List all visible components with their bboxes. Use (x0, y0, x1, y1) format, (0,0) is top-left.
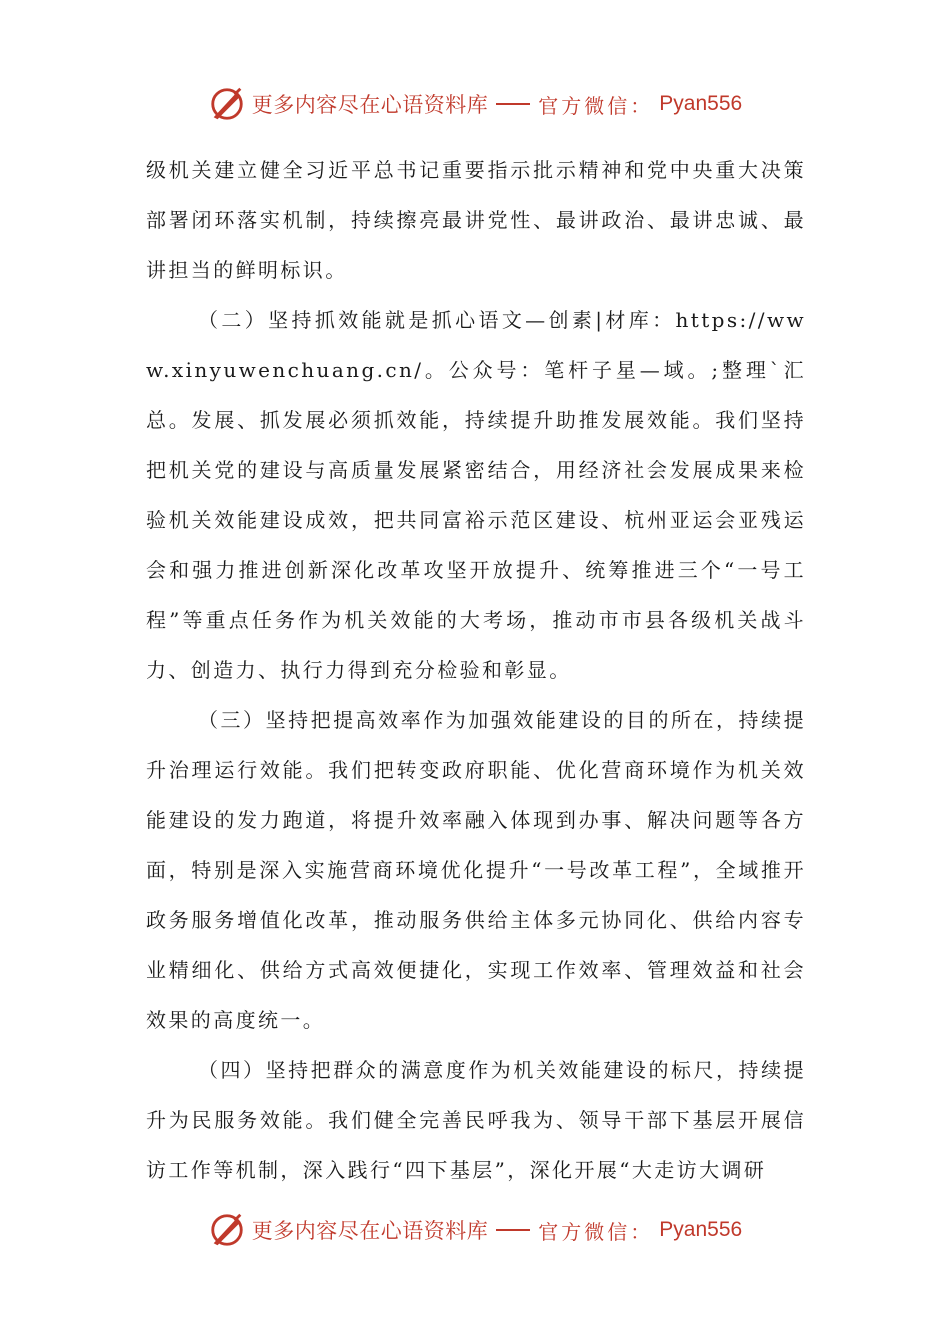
header-separator (496, 103, 530, 105)
header-wechat-id: Pyan556 (659, 92, 743, 115)
header-banner (0, 82, 950, 126)
document-body (146, 145, 806, 1195)
header-site-text: 更多内容尽在心语资料库 (251, 93, 489, 117)
footer-banner (0, 1208, 950, 1252)
footer-wechat-id: Pyan556 (659, 1218, 743, 1241)
footer-official-text: 官方微信： (538, 1219, 654, 1244)
footer-site-text: 更多内容尽在心语资料库 (251, 1219, 489, 1243)
pen-circle-logo-icon (208, 1211, 246, 1249)
paragraph-2: （二）坚持抓效能就是抓心语文—创素|材库：https://www.xinyuwenchuang.cn/。公众号：笔杆子星—域。;整理`汇总。发展、抓发展必须抓效能，持续提升助推发展效能。我们坚持把机关党的建设与高质量发展紧密结合，用经济社会发展成果来检验机关效能建设成效，把共同富裕示范区建设、杭州亚运会亚残运会和强力推进创新深化改革攻坚开放提升、统筹推进三个“一号工程”等重点任务作为机关效能的大考场，推动市市县各级机关战斗力、创造力、执行力得到充分检验和彰显。 (146, 308, 806, 682)
paragraph-1: 级机关建立健全习近平总书记重要指示批示精神和党中央重大决策部署闭环落实机制，持续擦亮最讲党性、最讲政治、最讲忠诚、最讲担当的鲜明标识。 (146, 158, 806, 282)
header-official-text: 官方微信： (538, 93, 654, 118)
paragraph-4: （四）坚持把群众的满意度作为机关效能建设的标尺，持续提升为民服务效能。我们健全完善民呼我为、领导干部下基层开展信访工作等机制，深入践行“四下基层”，深化开展“大走访大调研 (146, 1058, 806, 1182)
footer-separator (496, 1229, 530, 1231)
pen-circle-logo-icon (208, 85, 246, 123)
paragraph-3: （三）坚持把提高效率作为加强效能建设的目的所在，持续提升治理运行效能。我们把转变政府职能、优化营商环境作为机关效能建设的发力跑道，将提升效率融入体现到办事、解决问题等各方面，特别是深入实施营商环境优化提升“一号改革工程”，全域推开政务服务增值化改革，推动服务供给主体多元协同化、供给内容专业精细化、供给方式高效便捷化，实现工作效率、管理效益和社会效果的高度统一。 (146, 708, 806, 1032)
